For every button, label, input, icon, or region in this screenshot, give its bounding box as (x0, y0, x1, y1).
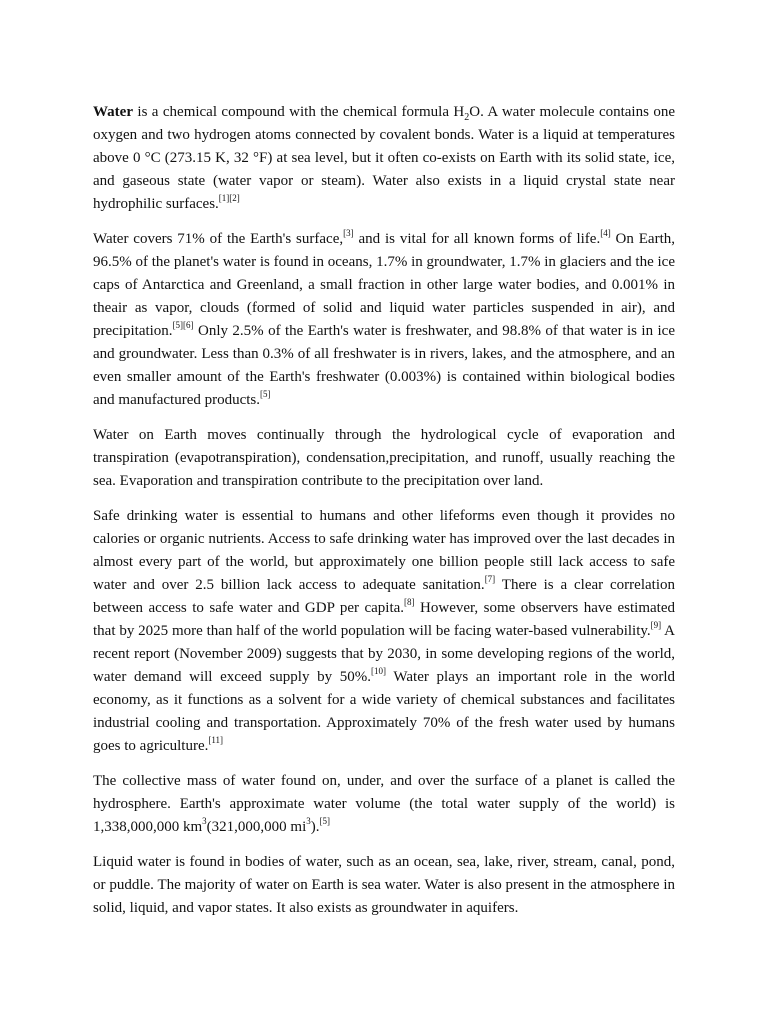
citation-ref[interactable]: [5][6] (172, 320, 194, 330)
paragraph-hydrosphere (93, 770, 675, 839)
text-segment: Water covers 71% of the Earth's surface, (93, 231, 344, 247)
paragraph-water-cycle (93, 424, 675, 493)
text-segment: On Earth, 96.5% of the planet's water is found in oceans, 1.7% in groundwater, 1.7% in glaciers and the ice caps of Antarctica and Greenland, a small fraction in other large water bodies, and 0.001% in theair as vapor, clouds (formed of solid and liquid water particles suspended in air), and precipitation. (93, 231, 675, 339)
text-segment: ). (310, 819, 320, 835)
citation-ref[interactable]: [5] (319, 816, 331, 826)
text-segment: Water plays an important role in the world economy, as it functions as a solvent for a wide variety of chemical substances and facilitates industrial cooling and transportation. Approximately 70% of the fresh water used by humans goes to agriculture. (93, 669, 675, 754)
text-segment: (321,000,000 mi (206, 819, 307, 835)
superscript: 3 (202, 816, 207, 826)
subscript: 2 (464, 112, 470, 123)
citation-ref[interactable]: [4] (600, 228, 611, 238)
text-segment: However, some observers have estimated that by 2025 more than half of the world population will be facing water-based vulnerability. (93, 600, 675, 639)
text-segment: is a chemical compound with the chemical formula H (132, 104, 465, 120)
term-water: Water (93, 104, 133, 120)
paragraph-liquid-water (93, 851, 675, 920)
text-segment: There is a clear correlation between access to safe water and GDP per capita. (93, 577, 675, 616)
text-segment: Water on Earth moves continually through the hydrological cycle of evaporation and transpiration (evapotranspiration), condensation,precipitation, and runoff, usually reaching the sea. Evaporation and transpiration contribute to the precipitation over land. (93, 427, 675, 489)
citation-ref[interactable]: [1][2] (218, 193, 240, 203)
citation-ref[interactable]: [3] (343, 228, 354, 238)
paragraph-drinking-water (93, 505, 675, 758)
text-segment: Safe drinking water is essential to humans and other lifeforms even though it provides no calories or organic nutrients. Access to safe drinking water has improved over the last decades in almost every part of the world, but approximately one billion people still lack access to safe water and over 2.5 billion lack access to adequate sanitation. (93, 508, 675, 593)
text-segment: A recent report (November 2009) suggests that by 2030, in some developing regions of the world, water demand will exceed supply by 50%. (93, 623, 675, 685)
citation-ref[interactable]: [10] (371, 666, 387, 676)
citation-ref[interactable]: [9] (650, 620, 662, 630)
paragraph-water-distribution (93, 228, 675, 412)
paragraph-water-definition (93, 101, 675, 216)
text-segment: The collective mass of water found on, under, and over the surface of a planet is called the hydrosphere. Earth's approximate water volume (the total water supply of the world) is 1,338,000,000 km (93, 773, 675, 835)
citation-ref[interactable]: [11] (208, 735, 224, 745)
citation-ref[interactable]: [5] (260, 389, 271, 399)
text-segment: and is vital for all known forms of life. (353, 231, 601, 247)
citation-ref[interactable]: [7] (484, 574, 496, 584)
text-segment: Only 2.5% of the Earth's water is freshwater, and 98.8% of that water is in ice and groundwater. Less than 0.3% of all freshwater is in rivers, lakes, and the atmosphere, and an even smaller amount of the Earth's freshwater (0.003%) is contained within biological bodies and manufactured products. (93, 323, 675, 408)
citation-ref[interactable]: [8] (404, 597, 415, 607)
superscript: 3 (306, 816, 311, 826)
text-segment: Liquid water is found in bodies of water, such as an ocean, sea, lake, river, stream, canal, pond, or puddle. The majority of water on Earth is sea water. Water is also present in the atmosphere in solid, liquid, and vapor states. It also exists as groundwater in aquifers. (93, 854, 675, 916)
text-segment: O. A water molecule contains one oxygen and two hydrogen atoms connected by covalent bonds. Water is a liquid at temperatures above 0 °C (273.15 K, 32 °F) at sea level, but it often co-exists on Earth with its solid state, ice, and gaseous state (water vapor or steam). Water also exists in a liquid crystal state near hydrophilic surfaces. (93, 104, 675, 212)
